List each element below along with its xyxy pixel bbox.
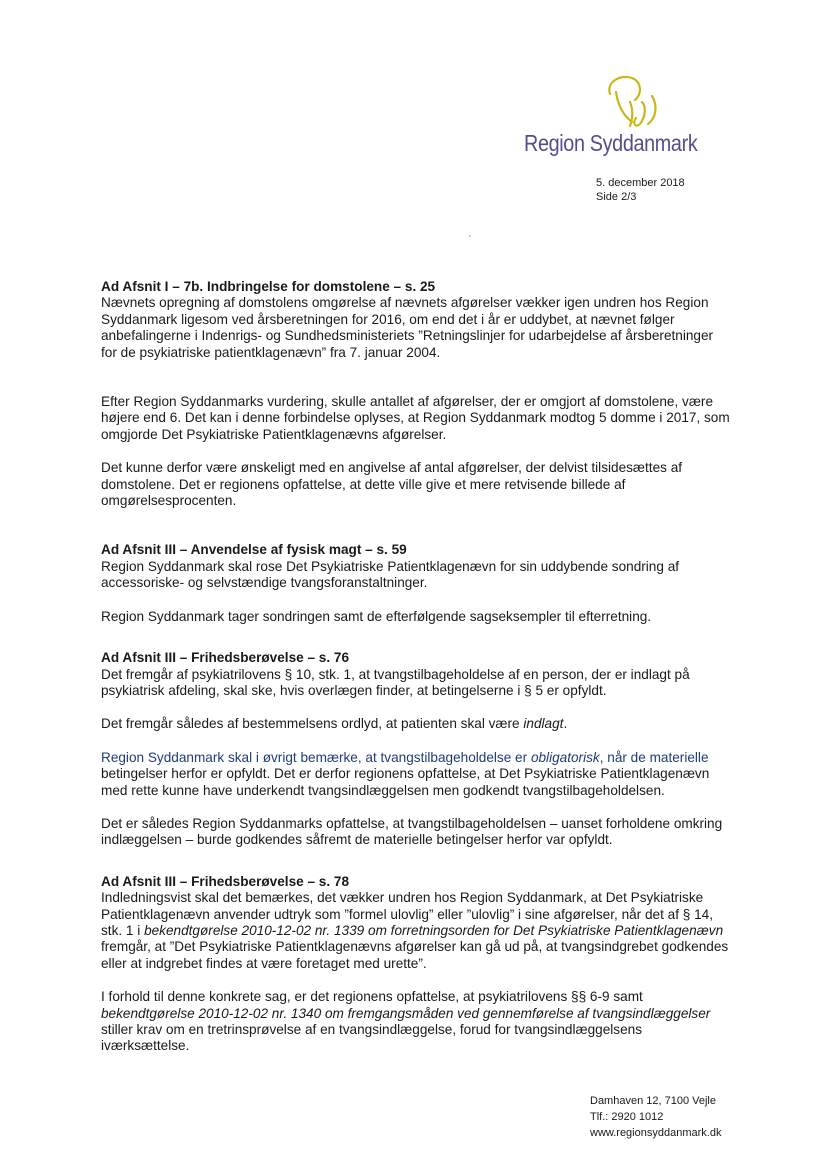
letter-meta [596, 176, 685, 204]
paragraph [101, 890, 731, 972]
letter-footer [590, 1093, 721, 1141]
paragraph: Det kunne derfor være ønskeligt med en angivelse af antal afgørelser, der delvist tilsidesættes af domstolene. Det er regionens opfattelse, at dette ville give et mere retvisende billede af omgørelsesprocenten. [101, 460, 683, 509]
region-syddanmark-logo [524, 72, 698, 162]
paragraph [101, 750, 731, 799]
emphasis: bekendtgørelse 2010-12-02 nr. 1340 om fremgangsmåden ved gennemførelse af tvangsindlæggelser [101, 1005, 711, 1021]
emphasis: obligatorisk [530, 749, 600, 765]
letter-date: 5. december 2018 [596, 177, 685, 189]
scan-speck [469, 235, 471, 237]
section-heading: Ad Afsnit III – Frihedsberøvelse – s. 78 [101, 873, 350, 889]
section-heading: Ad Afsnit I – 7b. Indbringelse for domstolene – s. 25 [101, 279, 436, 294]
paragraph [101, 716, 731, 732]
text-run: stiller krav om en tretrinsprøvelse af en tvangsindlæggelse, forud for tvangsindlæggelsens iværksættelse. [101, 1022, 642, 1054]
paragraph: Efter Region Syddanmarks vurdering, skulle antallet af afgørelser, der er omgjort af domstolene, være højere end 6. Det kan i denne forbindelse oplyses, at Region Syddanmark modtog 5 domme i 2017, som omgjorde Det Psykiatriske Patientklagenævns afgørelser. [101, 394, 730, 442]
paragraph: Region Syddanmark tager sondringen samt de efterfølgende sagseksempler til efterretning. [101, 608, 652, 624]
section-heading: Ad Afsnit III – Frihedsberøvelse – s. 76 [101, 650, 350, 666]
text-run: betingelser herfor er opfyldt. Det er derfor regionens opfattelse, at Det Psykiatriske Patientklagenævn med rette kunne have underkendt tvangsindlæggelsen men godkendt tvangstilbageholdelsen. [101, 766, 710, 798]
logo-wordmark: Region Syddanmark [524, 130, 698, 156]
paragraph: Region Syddanmark skal rose Det Psykiatriske Patientklagenævn for sin uddybende sondring af accessoriske- og selvstændige tvangsforanstaltninger. [101, 558, 680, 591]
text-run: Det fremgår således af bestemmelsens ordlyd, at patienten skal være [101, 716, 524, 732]
footer-address: Damhaven 12, 7100 Vejle [590, 1095, 716, 1107]
text-run: Indledningsvist skal det bemærkes, det vækker undren hos Region Syddanmark, at Det Psykiatriske Patientklagenævn anvender udtryk som ”formel ulovlig” eller ”ulovlig” i sine afgørelser, når det af § 14, stk. 1 i [101, 890, 714, 938]
text-run: I forhold til denne konkrete sag, er det regionens opfattelse, at psykiatrilovens §§ 6-9 samt [101, 989, 643, 1005]
page-number: Side 2/3 [596, 191, 637, 203]
emphasis: bekendtgørelse 2010-12-02 nr. 1339 om forretningsorden for Det Psykiatriske Patientklagenævn [144, 922, 724, 938]
text-run: fremgår, at ”Det Psykiatriske Patientklagenævns afgørelser kan gå ud på, at tvangsindgrebet godkendes eller at indgrebet findes at være foretaget med urette”. [101, 939, 729, 971]
paragraph [101, 989, 731, 1055]
footer-website: www.regionsyddanmark.dk [590, 1127, 722, 1139]
text-run: Region Syddanmark skal i øvrigt bemærke, at tvangstilbageholdelse er [101, 749, 531, 765]
text-run: , når de materielle [599, 749, 709, 765]
paragraph: Nævnets opregning af domstolens omgørelse af nævnets afgørelser vækker igen undren hos Region Syddanmark ligesom ved årsberetningen for 2016, om end det i år er uddybet, at nævnet følger anbefalingerne i Indenrigs- og Sundhedsministeriets ”Retningslinjer for udarbejdelse af årsberetninger for de psykiatriske patientklagenævn” fra 7. januar 2004. [101, 295, 714, 360]
footer-phone: Tlf.: 2920 1012 [590, 1111, 664, 1123]
letter-body [101, 279, 731, 1055]
region-syddanmark-logo-icon [602, 72, 682, 132]
text-run: . [563, 716, 568, 732]
paragraph: Det er således Region Syddanmarks opfattelse, at tvangstilbageholdelsen – uanset forholdene omkring indlæggelsen – burde godkendes såfremt de materielle betingelser herfor var opfyldt. [101, 815, 723, 848]
paragraph: Det fremgår af psykiatrilovens § 10, stk. 1, at tvangstilbageholdelse af en person, der er indlagt på psykiatrisk afdeling, skal ske, hvis overlægen finder, at betingelserne i § 5 er opfyldt. [101, 666, 690, 698]
section-heading: Ad Afsnit III – Anvendelse af fysisk magt – s. 59 [101, 542, 407, 558]
emphasis: indlagt [523, 716, 564, 732]
